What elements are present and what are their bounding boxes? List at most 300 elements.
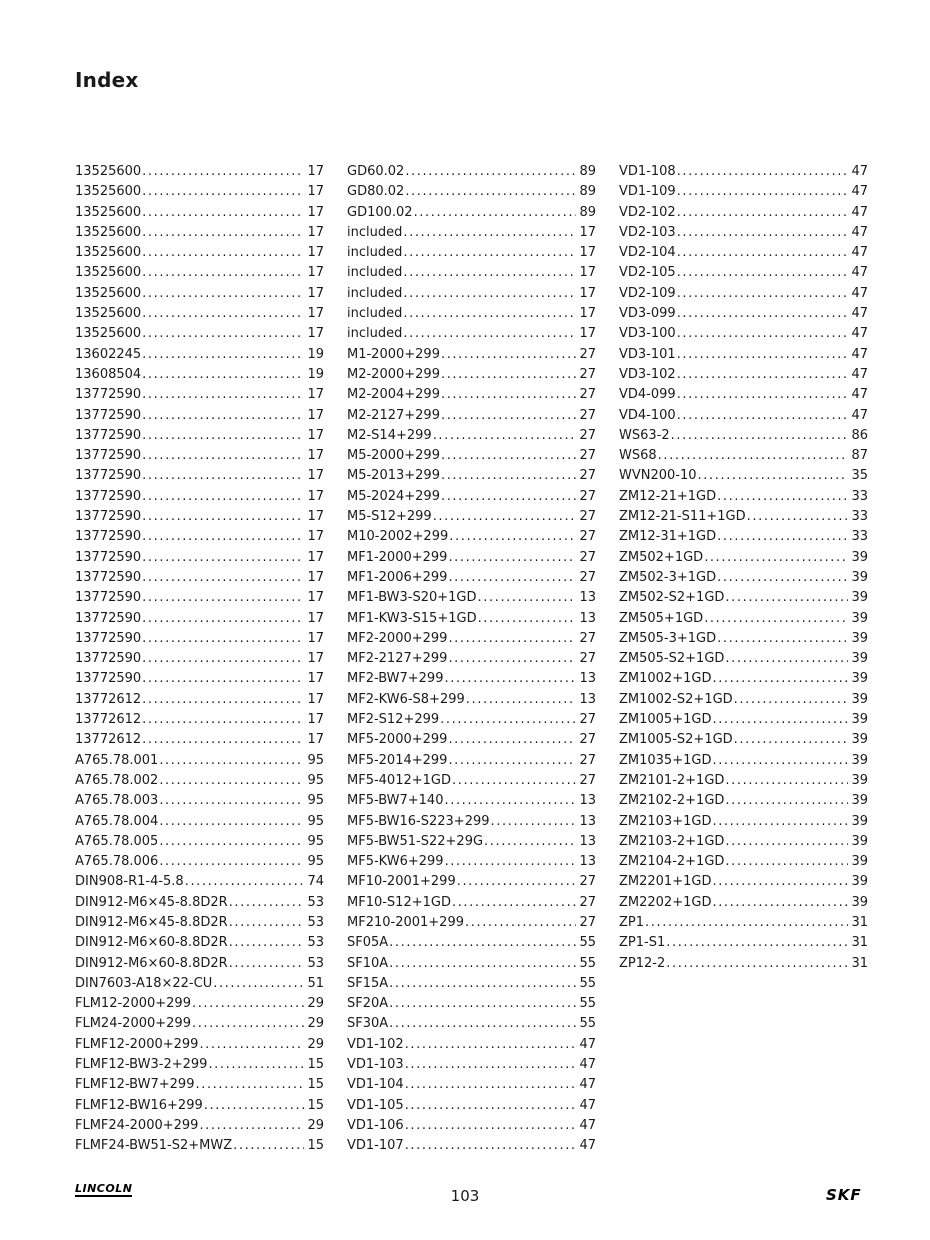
index-entry (347, 974, 596, 994)
index-entry-code: WS63-2 (619, 427, 670, 443)
index-entry (75, 1075, 324, 1095)
index-entry-code: FLMF24-BW51-S2+MWZ (75, 1138, 233, 1154)
index-entry-code: MF5-2000+299 (347, 732, 448, 748)
index-entry-code: MF5-4012+1GD (347, 772, 451, 788)
dot-leader (645, 913, 848, 933)
index-entry (75, 974, 324, 994)
index-entry-page: 89 (579, 184, 596, 200)
dot-leader (478, 609, 577, 629)
dot-leader (717, 629, 848, 649)
index-entry-code: VD2-105 (619, 265, 676, 281)
index-entry-page: 47 (851, 204, 868, 220)
index-column-1 (75, 162, 324, 1157)
dot-leader (405, 1035, 577, 1055)
index-entry-code: M5-2000+299 (347, 448, 440, 464)
index-entry-page: 17 (307, 326, 324, 342)
index-entry-page: 87 (851, 448, 868, 464)
index-entry-code: VD4-100 (619, 407, 676, 423)
dot-leader (677, 243, 849, 263)
index-entry (619, 710, 868, 730)
index-entry (75, 893, 324, 913)
index-entry-page: 47 (851, 326, 868, 342)
index-entry (619, 263, 868, 283)
index-entry-page: 15 (307, 1097, 324, 1113)
index-entry (347, 1096, 596, 1116)
index-entry-code: FLM24-2000+299 (75, 1016, 191, 1032)
index-entry-page: 55 (579, 935, 596, 951)
index-entry-page: 47 (851, 346, 868, 362)
index-entry-code: A765.78.004 (75, 813, 159, 829)
dot-leader (142, 284, 304, 304)
index-entry-page: 39 (851, 691, 868, 707)
index-entry (75, 466, 324, 486)
dot-leader (433, 507, 577, 527)
index-entry-page: 95 (307, 772, 324, 788)
dot-leader (478, 588, 577, 608)
index-entry-page: 29 (307, 1036, 324, 1052)
index-entry (347, 649, 596, 669)
dot-leader (677, 365, 849, 385)
dot-leader (142, 690, 304, 710)
dot-leader (725, 852, 848, 872)
index-entry-code: VD2-102 (619, 204, 676, 220)
index-entry-code: 13602245 (75, 346, 142, 362)
index-entry-code: VD2-104 (619, 245, 676, 261)
index-entry-page: 27 (579, 569, 596, 585)
index-entry-code: MF210-2001+299 (347, 914, 464, 930)
index-entry-page: 27 (579, 651, 596, 667)
dot-leader (747, 507, 849, 527)
index-entry-code: VD1-106 (347, 1117, 404, 1133)
index-entry (347, 730, 596, 750)
dot-leader (405, 1116, 577, 1136)
index-entry-code: SF20A (347, 996, 389, 1012)
index-entry (347, 913, 596, 933)
index-entry-code: ZP1-S1 (619, 935, 666, 951)
dot-leader (466, 690, 577, 710)
index-entry-page: 29 (307, 996, 324, 1012)
dot-leader (717, 568, 848, 588)
index-entry-code: ZM12-21+1GD (619, 488, 717, 504)
index-entry (347, 324, 596, 344)
index-entry (619, 913, 868, 933)
dot-leader (725, 832, 848, 852)
index-entry-code: MF5-2014+299 (347, 752, 448, 768)
index-entry-code: GD80.02 (347, 184, 405, 200)
index-entry-page: 17 (307, 529, 324, 545)
index-entry-page: 13 (579, 691, 596, 707)
index-entry (347, 426, 596, 446)
index-entry (619, 669, 868, 689)
index-entry-page: 51 (307, 975, 324, 991)
index-entry-code: VD1-108 (619, 164, 676, 179)
index-entry (619, 690, 868, 710)
index-entry-code: 13772590 (75, 488, 142, 504)
index-entry-page: 55 (579, 1016, 596, 1032)
index-entry-page: 17 (307, 265, 324, 281)
dot-leader (444, 669, 576, 689)
index-entry-code: 13525600 (75, 245, 142, 261)
index-entry-page: 39 (851, 752, 868, 768)
index-entry-page: 47 (579, 1138, 596, 1154)
index-entry (75, 872, 324, 892)
dot-leader (704, 609, 848, 629)
index-entry-code: WVN200-10 (619, 468, 697, 484)
index-entry (75, 548, 324, 568)
dot-leader (405, 1136, 577, 1156)
index-entry-code: MF2-BW7+299 (347, 671, 444, 687)
index-entry-code: 13772590 (75, 509, 142, 525)
index-entry-page: 31 (851, 935, 868, 951)
index-entry-code: ZP12-2 (619, 955, 666, 971)
dot-leader (159, 771, 304, 791)
index-entry (75, 649, 324, 669)
index-entry-code: M2-2004+299 (347, 387, 440, 403)
index-entry-page: 17 (307, 630, 324, 646)
dot-leader (677, 284, 849, 304)
index-entry-code: M2-2000+299 (347, 366, 440, 382)
index-entry-page: 55 (579, 996, 596, 1012)
index-entry (347, 507, 596, 527)
dot-leader (677, 406, 849, 426)
dot-leader (142, 466, 304, 486)
dot-leader (142, 243, 304, 263)
index-entry-page: 15 (307, 1057, 324, 1073)
index-entry (619, 203, 868, 223)
dot-leader (448, 568, 576, 588)
index-entry-page: 13 (579, 813, 596, 829)
index-entry-page: 17 (307, 184, 324, 200)
index-entry-code: 13772590 (75, 651, 142, 667)
dot-leader (389, 994, 576, 1014)
index-entry-code: ZM505-S2+1GD (619, 651, 725, 667)
index-entry-page: 47 (579, 1117, 596, 1133)
index-entry (75, 609, 324, 629)
index-entry-code: MF2-2000+299 (347, 630, 448, 646)
index-entry (347, 203, 596, 223)
index-entry (75, 832, 324, 852)
dot-leader (677, 162, 849, 182)
index-entry (619, 791, 868, 811)
index-entry-page: 17 (307, 427, 324, 443)
index-entry (619, 548, 868, 568)
index-entry-page: 27 (579, 549, 596, 565)
index-entry-page: 39 (851, 590, 868, 606)
index-entry-code: ZM2104-2+1GD (619, 854, 725, 870)
dot-leader (677, 385, 849, 405)
dot-leader (142, 446, 304, 466)
index-entry-page: 27 (579, 712, 596, 728)
index-entry (75, 263, 324, 283)
index-entry (619, 406, 868, 426)
index-entry-page: 27 (579, 488, 596, 504)
dot-leader (666, 954, 848, 974)
index-entry (619, 182, 868, 202)
dot-leader (712, 893, 848, 913)
dot-leader (677, 304, 849, 324)
dot-leader (142, 203, 304, 223)
index-entry (75, 771, 324, 791)
dot-leader (677, 324, 849, 344)
dot-leader (712, 812, 848, 832)
index-entry-page: 17 (307, 488, 324, 504)
dot-leader (199, 1035, 304, 1055)
index-entry (347, 609, 596, 629)
index-entry-page: 74 (307, 874, 324, 890)
dot-leader (677, 203, 849, 223)
index-entry-page: 17 (307, 712, 324, 728)
dot-leader (142, 548, 304, 568)
index-entry-code: ZP1 (619, 914, 645, 930)
dot-leader (677, 345, 849, 365)
dot-leader (159, 832, 304, 852)
dot-leader (712, 710, 848, 730)
index-entry-page: 17 (307, 306, 324, 322)
index-entry (619, 832, 868, 852)
dot-leader (725, 771, 848, 791)
index-entry-page: 47 (579, 1036, 596, 1052)
index-entry-code: VD4-099 (619, 387, 676, 403)
dot-leader (229, 913, 305, 933)
dot-leader (441, 487, 576, 507)
index-entry (75, 1035, 324, 1055)
index-entry-page: 17 (579, 306, 596, 322)
index-entry (347, 893, 596, 913)
index-entry-code: ZM1035+1GD (619, 752, 712, 768)
index-entry (75, 507, 324, 527)
index-entry (75, 588, 324, 608)
index-entry-page: 29 (307, 1117, 324, 1133)
index-entry (619, 933, 868, 953)
index-entry-page: 27 (579, 509, 596, 525)
index-entry-page: 95 (307, 752, 324, 768)
dot-leader (452, 771, 576, 791)
dot-leader (441, 466, 576, 486)
index-entry-code: MF5-BW16-S223+299 (347, 813, 490, 829)
index-entry (347, 588, 596, 608)
index-entry (75, 852, 324, 872)
dot-leader (448, 751, 576, 771)
index-entry-page: 17 (307, 590, 324, 606)
index-entry-page: 27 (579, 427, 596, 443)
index-entry-code: GD100.02 (347, 204, 413, 220)
index-entry (347, 345, 596, 365)
index-entry (347, 1075, 596, 1095)
index-entry-code: 13525600 (75, 285, 142, 301)
index-entry-code: DIN908-R1-4-5.8 (75, 874, 184, 890)
dot-leader (142, 426, 304, 446)
dot-leader (677, 263, 849, 283)
index-entry (347, 548, 596, 568)
dot-leader (389, 933, 576, 953)
index-entry (619, 304, 868, 324)
index-entry-page: 17 (307, 387, 324, 403)
index-entry-page: 13 (579, 671, 596, 687)
index-entry-code: M2-S14+299 (347, 427, 432, 443)
index-entry-page: 47 (851, 285, 868, 301)
dot-leader (405, 162, 576, 182)
index-entry (347, 954, 596, 974)
index-column-3 (619, 162, 868, 974)
index-entry (75, 1055, 324, 1075)
index-entry-code: FLMF12-BW16+299 (75, 1097, 203, 1113)
index-entry-code: included (347, 265, 403, 281)
index-entry-page: 39 (851, 854, 868, 870)
index-entry-page: 17 (307, 448, 324, 464)
index-entry-page: 89 (579, 164, 596, 179)
index-entry-page: 47 (579, 1077, 596, 1093)
index-entry (347, 710, 596, 730)
index-entry (619, 243, 868, 263)
index-entry-code: 13525600 (75, 326, 142, 342)
index-entry-page: 33 (851, 509, 868, 525)
index-entry-page: 27 (579, 448, 596, 464)
index-entry-code: VD2-103 (619, 224, 676, 240)
dot-leader (448, 730, 576, 750)
lincoln-logo: LINCOLN (75, 1182, 133, 1195)
index-entry-page: 39 (851, 894, 868, 910)
index-entry-code: VD3-101 (619, 346, 676, 362)
dot-leader (159, 812, 304, 832)
index-entry (75, 385, 324, 405)
index-entry (619, 324, 868, 344)
index-entry-code: 13772590 (75, 387, 142, 403)
index-entry-page: 15 (307, 1138, 324, 1154)
index-entry-page: 27 (579, 894, 596, 910)
index-entry-code: MF2-2127+299 (347, 651, 448, 667)
dot-leader (725, 791, 848, 811)
index-entry (347, 1116, 596, 1136)
dot-leader (433, 426, 577, 446)
index-entry-code: 13772590 (75, 610, 142, 626)
index-entry (619, 568, 868, 588)
index-entry-page: 55 (579, 955, 596, 971)
dot-leader (159, 791, 304, 811)
dot-leader (666, 933, 848, 953)
dot-leader (142, 223, 304, 243)
index-entry-page: 95 (307, 854, 324, 870)
dot-leader (229, 933, 305, 953)
index-entry (619, 385, 868, 405)
index-entry-code: MF2-S12+299 (347, 712, 440, 728)
index-entry (347, 629, 596, 649)
index-entry (347, 812, 596, 832)
index-entry-page: 17 (579, 285, 596, 301)
dot-leader (449, 527, 576, 547)
index-entry-page: 47 (851, 224, 868, 240)
index-entry-page: 86 (851, 427, 868, 443)
index-entry-code: M2-2127+299 (347, 407, 440, 423)
index-entry-page: 27 (579, 366, 596, 382)
index-entry-page: 17 (307, 224, 324, 240)
dot-leader (725, 588, 848, 608)
dot-leader (734, 690, 849, 710)
index-entry-page: 27 (579, 772, 596, 788)
index-entry (619, 223, 868, 243)
index-entry (347, 182, 596, 202)
index-entry (619, 284, 868, 304)
index-entry-page: 17 (307, 569, 324, 585)
dot-leader (229, 893, 305, 913)
index-entry-page: 39 (851, 630, 868, 646)
index-entry-code: A765.78.002 (75, 772, 159, 788)
index-entry (619, 466, 868, 486)
index-entry-code: M10-2002+299 (347, 529, 449, 545)
index-entry (347, 223, 596, 243)
dot-leader (441, 446, 576, 466)
index-entry-code: MF10-2001+299 (347, 874, 456, 890)
index-entry-code: WS68 (619, 448, 657, 464)
index-entry (347, 487, 596, 507)
index-entry-page: 17 (579, 224, 596, 240)
index-entry-page: 13 (579, 854, 596, 870)
index-entry (75, 791, 324, 811)
skf-logo: SKF (826, 1186, 862, 1204)
index-entry (75, 1014, 324, 1034)
index-entry-code: 13525600 (75, 306, 142, 322)
index-entry-code: 13772590 (75, 590, 142, 606)
index-entry-page: 53 (307, 955, 324, 971)
index-entry-page: 27 (579, 630, 596, 646)
index-entry-page: 39 (851, 772, 868, 788)
index-entry-page: 53 (307, 914, 324, 930)
index-entry-page: 17 (579, 265, 596, 281)
dot-leader (717, 487, 848, 507)
index-entry-page: 53 (307, 894, 324, 910)
index-entry-page: 39 (851, 732, 868, 748)
dot-leader (704, 548, 848, 568)
index-entry-page: 19 (307, 366, 324, 382)
index-entry-code: VD3-102 (619, 366, 676, 382)
index-entry-code: 13772612 (75, 732, 142, 748)
index-entry (347, 162, 596, 182)
index-entry (619, 365, 868, 385)
index-entry-code: FLMF12-2000+299 (75, 1036, 199, 1052)
index-entry-page: 47 (851, 245, 868, 261)
index-entry-code: ZM1005+1GD (619, 712, 712, 728)
index-entry (347, 791, 596, 811)
index-entry (75, 203, 324, 223)
index-entry-code: SF05A (347, 935, 389, 951)
index-entry-code: 13772590 (75, 448, 142, 464)
dot-leader (142, 385, 304, 405)
index-entry (619, 751, 868, 771)
index-entry-code: ZM1005-S2+1GD (619, 732, 733, 748)
index-entry-page: 53 (307, 935, 324, 951)
dot-leader (677, 223, 849, 243)
index-entry (347, 1014, 596, 1034)
page-number: 103 (450, 1187, 480, 1205)
index-entry (619, 893, 868, 913)
dot-leader (441, 385, 576, 405)
dot-leader (441, 345, 576, 365)
index-entry (347, 263, 596, 283)
dot-leader (440, 710, 576, 730)
dot-leader (142, 710, 304, 730)
index-entry-code: MF5-BW7+140 (347, 793, 444, 809)
index-entry-code: ZM12-31+1GD (619, 529, 717, 545)
index-entry-page: 13 (579, 793, 596, 809)
index-entry-code: 13525600 (75, 184, 142, 200)
dot-leader (192, 1014, 304, 1034)
index-entry-page: 27 (579, 407, 596, 423)
dot-leader (204, 1096, 305, 1116)
index-entry-code: DIN912-M6×60-8.8D2R (75, 935, 228, 951)
index-entry (75, 629, 324, 649)
index-entry (619, 345, 868, 365)
index-entry (347, 994, 596, 1014)
index-entry (75, 365, 324, 385)
